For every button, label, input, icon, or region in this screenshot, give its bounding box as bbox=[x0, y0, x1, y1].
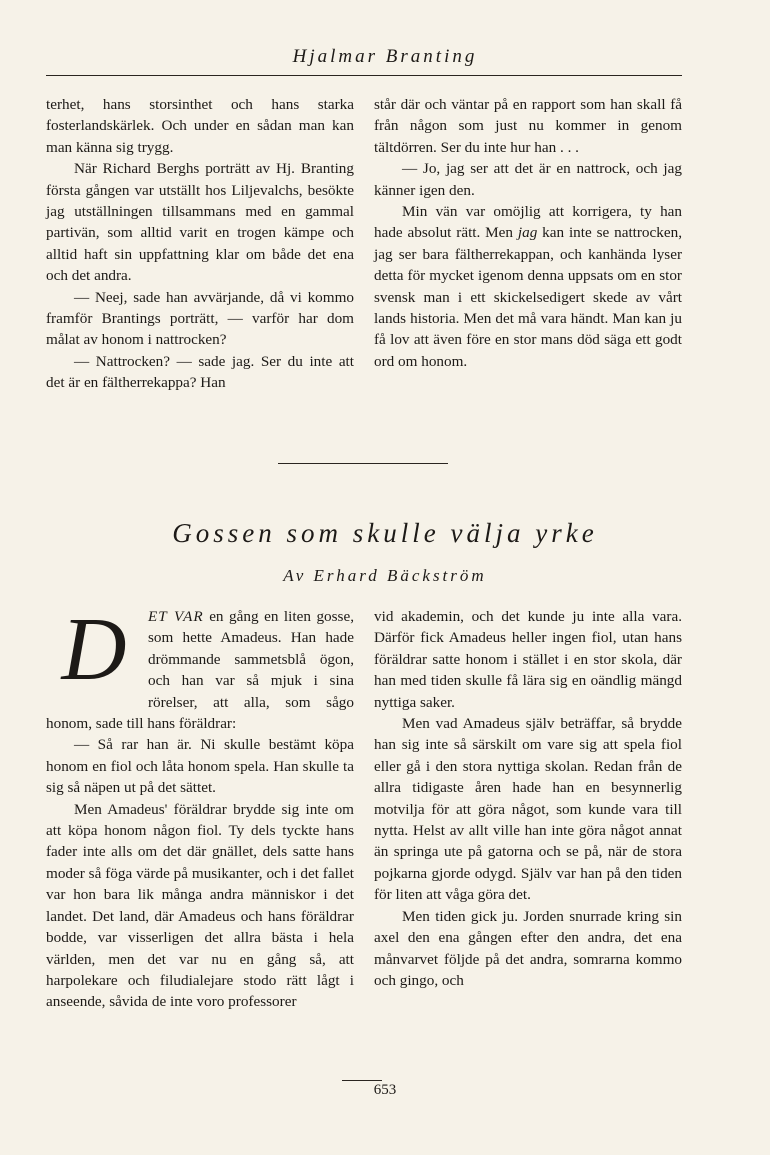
article-byline: Av Erhard Bäckström bbox=[283, 566, 487, 585]
page-number: 653 bbox=[373, 1082, 397, 1098]
paragraph: Men vad Amadeus själv beträffar, så brydde han sig inte så särskilt om vare sig att spela fiol eller gå i den stora nyttiga skolan. Redan från de allra tidigaste åren hade han en besynnerlig motvilja för att göra något, som kunde vara till nytta. Helst av allt ville han inte göra något annat än springa ute på gatorna och se på, när de stora pojkarna gjorde odygd. Själv var han på den tiden för liten att våga göra det. bbox=[374, 715, 682, 904]
emphasis: jag bbox=[517, 224, 538, 242]
drop-cap: D bbox=[61, 600, 127, 699]
paragraph: — Jo, jag ser att det är en nattrock, och jag känner igen den. bbox=[374, 160, 682, 199]
paragraph: — Nattrocken? — sade jag. Ser du inte att det är en fältherrekappa? Han bbox=[46, 352, 354, 392]
paragraph: Men Amadeus' föräldrar brydde sig inte om att köpa honom någon fiol. Ty dels tyckte hans fader inte alls om det där gnället, dels satte hans moder så föga värde på musikanter, och i det fallet var hon bara lik många andra människor i det landet. Det land, där Amadeus och hans föräldrar bodde, var visserligen det allra bästa i hela världen, men det var nu en gång så, att harpolekare och filudialejare stodo rätt lågt i anseende, såvida de inte voro professorer bbox=[46, 800, 354, 1011]
column-left-top bbox=[46, 94, 354, 394]
paragraph: Men tiden gick ju. Jorden snurrade kring sin axel den ena gången efter den andra, det ena månvarvet följde på det andra, somrarna kommo och gingo, och bbox=[374, 907, 682, 989]
article-title: Gossen som skulle välja yrke bbox=[172, 518, 598, 548]
header-rule bbox=[46, 75, 682, 76]
paragraph: — Så rar han är. Ni skulle bestämt köpa honom en fiol och låta honom spela. Han skulle ta sig så näpen ut på det sättet. bbox=[46, 736, 354, 797]
text-span: Min vän var omöjlig att korrigera, ty han hade absolut rätt. Men bbox=[374, 203, 682, 242]
paragraph bbox=[46, 600, 354, 734]
paragraph: terhet, hans storsinthet och hans starka fosterlandskärlek. Och under en sådan man kan man känna sig trygg. bbox=[46, 96, 354, 156]
paragraph bbox=[374, 201, 682, 372]
text-span: kan inte se nattrocken, jag ser bara fältherrekappan, och kanhända lyser detta för mycket igenom denna uppsats om en stor svensk man i ett skickelsedigert skede av vårt lands historia. Men det må vara händt. Man kan ju få lov att även före en stor mans död säga ett godt ord om honom. bbox=[374, 224, 682, 370]
running-head: Hjalmar Branting bbox=[292, 46, 478, 67]
opening-words: ET VAR bbox=[148, 608, 204, 625]
page-number-rule bbox=[342, 1080, 382, 1081]
paragraph: När Richard Berghs porträtt av Hj. Branting första gången var utställt hos Liljevalchs, besökte jag utställningen tillsammans med en gammal partivän, som alltid varit en trogen kämpe och alltid haft sin uppfattning klar om både det ena och det andra. bbox=[46, 160, 354, 285]
column-left-bottom bbox=[46, 600, 354, 1013]
column-right-bottom bbox=[374, 606, 682, 991]
paragraph: vid akademin, och det kunde ju inte alla vara. Därför fick Amadeus heller ingen fiol, utan hans föräldrar satte honom i stället i en stor skola, där han med tiden skulle få lära sig en oändlig mängd nyttiga saker. bbox=[374, 608, 682, 711]
paragraph: står där och väntar på en rapport som han skall få från någon som just nu kommer in genom tältdörren. Ser du inte hur han . . . bbox=[374, 96, 682, 156]
text-span: en gång en liten gosse, som hette Amadeus. Han hade drömmande sammetsblå ögon, och han var så mjuk i sina rörelser, att alla, som sågo honom, sade till hans föräldrar: bbox=[46, 608, 354, 733]
column-right-top bbox=[374, 94, 682, 372]
paragraph: — Neej, sade han avvärjande, då vi kommo framför Brantings porträtt, — varför har dom målat av honom i nattrocken? bbox=[46, 288, 354, 349]
section-divider bbox=[278, 463, 448, 464]
